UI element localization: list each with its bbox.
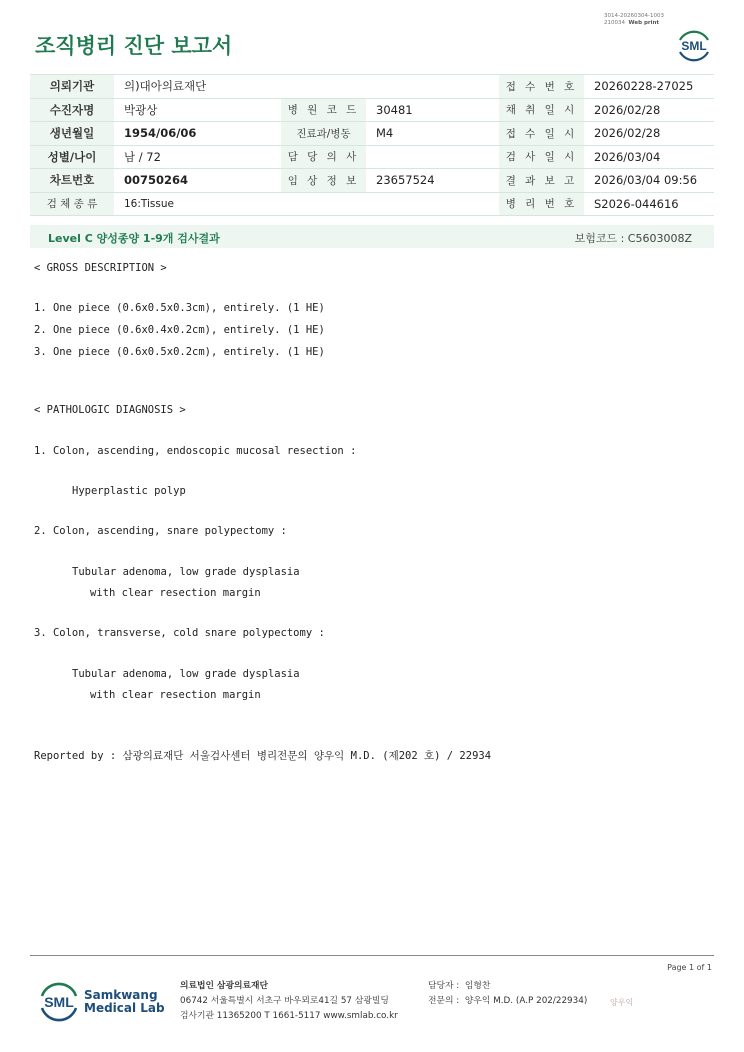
diagnosis-3-result: Tubular adenoma, low grade dysplasia [72, 668, 300, 680]
company-org: 의료법인 삼광의료재단 [180, 981, 269, 991]
reported-by: Reported by : 삼광의료재단 서울검사센터 병리전문의 양우익 M.D. (제202 호) / 22934 [34, 750, 492, 762]
specialist-signature: 양우익 [610, 998, 634, 1007]
value-result-report: 2026/03/04 09:56 [584, 169, 714, 193]
value-collection-date: 2026/02/28 [584, 98, 714, 122]
label-birth-date: 생년월일 [30, 122, 114, 146]
value-patient-name: 박광상 [114, 98, 281, 122]
label-receipt-date: 접 수 일 시 [499, 122, 584, 146]
svg-text:SML: SML [44, 994, 74, 1010]
label-requesting-org: 의뢰기관 [30, 75, 114, 99]
ref-line-1: 3014-20260304-1003 [604, 13, 664, 19]
report-title: 조직병리 진단 보고서 [35, 34, 233, 58]
diagnosis-3-margin: with clear resection margin [90, 689, 261, 701]
gross-item-1: 1. One piece (0.6x0.5x0.3cm), entirely. (1 HE) [34, 302, 325, 314]
company-address: 06742 서울특별시 서초구 바우뫼로41길 57 삼광빌딩 [180, 996, 389, 1006]
label-result-report: 결 과 보 고 [499, 169, 584, 193]
page-number: Page 1 of 1 [667, 963, 712, 972]
value-physician [366, 145, 499, 169]
table-row [30, 145, 714, 169]
diagnosis-2-title: 2. Colon, ascending, snare polypectomy : [34, 525, 287, 537]
table-row [30, 75, 714, 99]
table-row [30, 192, 714, 216]
value-chart-number: 00750264 [114, 169, 281, 193]
sml-logo-icon [38, 979, 80, 1023]
reference-code [604, 13, 694, 27]
insurance-code: 보험코드 : C5603008Z [574, 232, 692, 245]
value-hospital-code: 30481 [366, 98, 499, 122]
diagnosis-1-result: Hyperplastic polyp [72, 485, 186, 497]
staff-info [428, 979, 587, 1009]
label-hospital-code: 병 원 코 드 [281, 98, 366, 122]
value-clinical-info: 23657524 [366, 169, 499, 193]
specialist-label: 전문의 : [428, 996, 460, 1006]
value-sex-age: 남 / 72 [114, 145, 281, 169]
sml-logo-icon [675, 26, 713, 64]
label-chart-number: 차트번호 [30, 169, 114, 193]
ref-line-2: 210034 [604, 20, 625, 26]
table-row [30, 122, 714, 146]
diagnosis-3-title: 3. Colon, transverse, cold snare polypectomy : [34, 627, 325, 639]
company-contact: 검사기관 11365200 T 1661-5117 www.smlab.co.kr [180, 1011, 398, 1021]
label-receipt-number: 접 수 번 호 [499, 75, 584, 99]
value-receipt-number: 20260228-27025 [584, 75, 714, 99]
diagnosis-heading: < PATHOLOGIC DIAGNOSIS > [34, 404, 186, 416]
label-test-date: 검 사 일 시 [499, 145, 584, 169]
label-sex-age: 성별/나이 [30, 145, 114, 169]
diagnosis-1-title: 1. Colon, ascending, endoscopic mucosal resection : [34, 445, 357, 457]
diagnosis-2-margin: with clear resection margin [90, 587, 261, 599]
company-info [180, 979, 398, 1024]
label-pathology-number: 병 리 번 호 [499, 192, 584, 216]
test-level-label: Level C 양성종양 1-9개 검사결과 [48, 232, 220, 245]
label-clinical-info: 임 상 정 보 [281, 169, 366, 193]
label-collection-date: 채 취 일 시 [499, 98, 584, 122]
person-label: 담당자 : [428, 981, 460, 991]
value-receipt-date: 2026/02/28 [584, 122, 714, 146]
gross-item-2: 2. One piece (0.6x0.4x0.2cm), entirely. (1 HE) [34, 324, 325, 336]
table-row [30, 98, 714, 122]
value-department: M4 [366, 122, 499, 146]
label-patient-name: 수진자명 [30, 98, 114, 122]
patient-info-table [30, 74, 714, 216]
svg-text:SML: SML [681, 39, 707, 53]
company-name: Samkwang Medical Lab [84, 988, 165, 1015]
web-print-label: Web print [628, 20, 660, 26]
value-requesting-org: 의)대아의료재단 [114, 75, 281, 99]
test-level-bar [30, 225, 714, 248]
footer-divider [30, 955, 714, 956]
value-test-date: 2026/03/04 [584, 145, 714, 169]
specialist-name: 양우익 M.D. (A.P 202/22934) [464, 996, 588, 1006]
value-specimen-type: 16:Tissue [114, 192, 281, 216]
gross-item-3: 3. One piece (0.6x0.5x0.2cm), entirely. (1 HE) [34, 346, 325, 358]
label-specimen-type: 검 체 종 류 [30, 192, 114, 216]
label-department: 진료과/병동 [281, 122, 366, 146]
label-physician: 담 당 의 사 [281, 145, 366, 169]
value-pathology-number: S2026-044616 [584, 192, 714, 216]
gross-heading: < GROSS DESCRIPTION > [34, 262, 167, 274]
diagnosis-2-result: Tubular adenoma, low grade dysplasia [72, 566, 300, 578]
table-row [30, 169, 714, 193]
person-name: 임형찬 [464, 981, 491, 991]
value-birth-date: 1954/06/06 [114, 122, 281, 146]
